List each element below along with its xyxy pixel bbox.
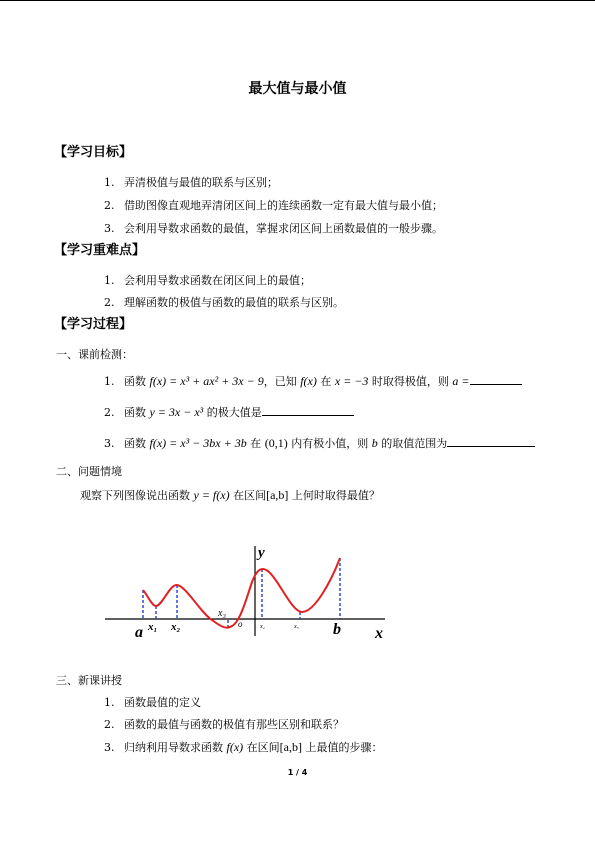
header-rule [0, 0, 595, 1]
label-x2: x₂ [171, 621, 181, 633]
function-curve [143, 558, 340, 628]
part1-heading: 一、课前检测： [56, 348, 133, 361]
label-x5: x₅ [294, 624, 299, 630]
x-axis-label: x [375, 625, 383, 642]
question-3: 3. 函数 f(x) = x³ − 3bx + 3b 在 (0,1) 内有极小值，则 b 的取值范围为 [104, 436, 535, 449]
part3-item: 3. 归纳利用导数求函数 f(x) 在区间[a,b] 上最值的步骤： [104, 740, 383, 754]
page-number: 1 / 4 [287, 768, 308, 777]
label-x4: x₄ [260, 624, 265, 630]
page-title: 最大值与最小值 [248, 81, 347, 97]
question-1: 1. 函数 f(x) = x³ + ax² + 3x − 9，已知 f(x) 在 x = −3 时取得极值，则 a = [104, 374, 522, 387]
answer-blank[interactable] [470, 374, 522, 385]
answer-blank[interactable] [447, 436, 535, 447]
goal-item: 3. 会利用导数求函数的最值，掌握求闭区间上函数最值的一般步骤。 [104, 222, 443, 235]
question-2: 2. 函数 y = 3x − x³ 的极大值是 [104, 405, 354, 418]
part2-heading: 二、问题情境 [56, 465, 122, 478]
label-x3: x₃ [218, 608, 226, 619]
answer-blank[interactable] [262, 405, 354, 416]
label-b: b [333, 621, 341, 638]
origin-label: o [238, 619, 243, 629]
dashed-guides [143, 558, 340, 628]
part3-heading: 三、新课讲授 [56, 674, 122, 687]
goal-item: 2. 借助图像直观地弄清闭区间上的连续函数一定有最大值与最小值； [104, 199, 443, 212]
section-goals-heading: 【学习目标】 [54, 145, 133, 160]
section-process-heading: 【学习过程】 [54, 317, 133, 332]
y-axis-label: y [258, 545, 265, 561]
function-graph [100, 540, 400, 644]
part2-question: 观察下列图像说出函数 y = f(x) 在区间[a,b] 上何时取得最值？ [80, 488, 380, 502]
key-point-item: 2. 理解函数的极值与函数的最值的联系与区别。 [104, 296, 344, 309]
label-x1: x₁ [148, 621, 158, 633]
part3-item: 2. 函数的最值与函数的极值有那些区别和联系？ [104, 718, 344, 731]
section-key-points-heading: 【学习重难点】 [54, 243, 146, 258]
label-a: a [135, 624, 143, 641]
key-point-item: 1. 会利用导数求函数在闭区间上的最值； [104, 274, 311, 287]
part3-item: 1. 函数最值的定义 [104, 696, 201, 709]
goal-item: 1. 弄清极值与最值的联系与区别； [104, 176, 278, 189]
